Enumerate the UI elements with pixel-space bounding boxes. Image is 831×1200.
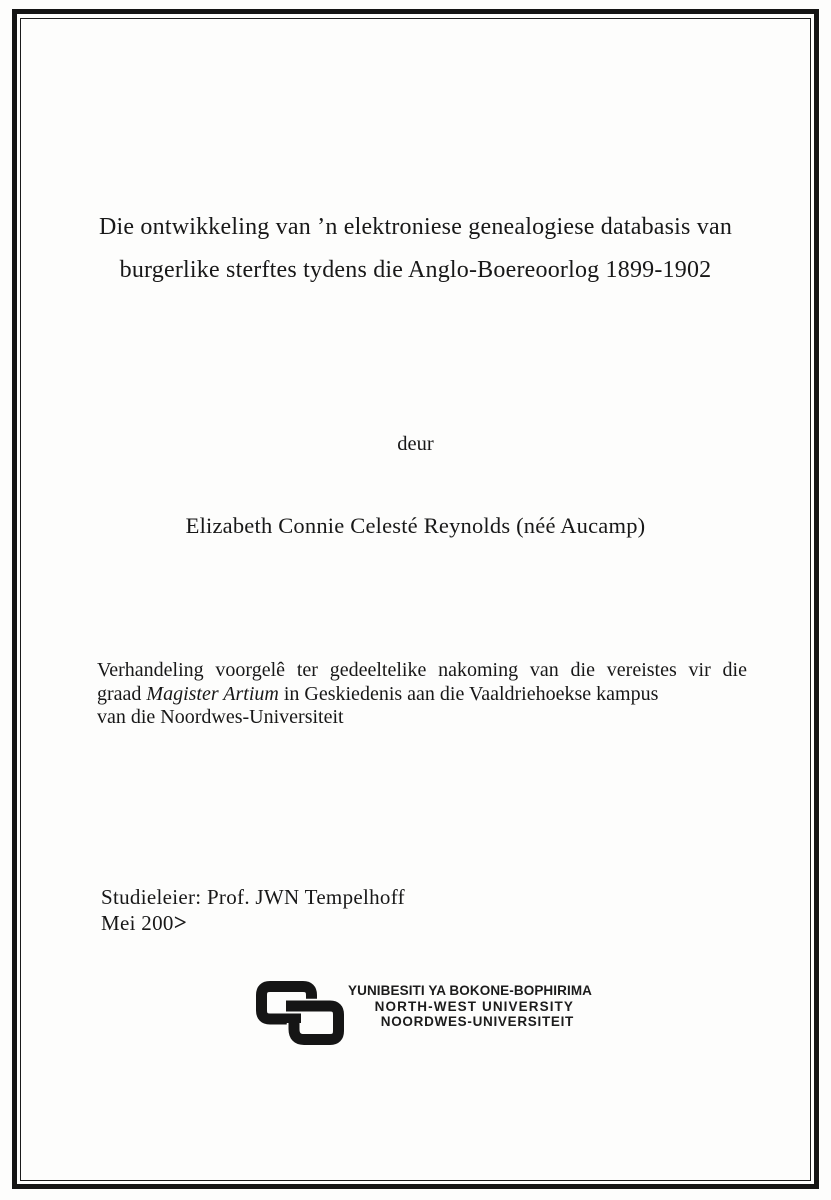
date-digit-glyph: > — [173, 910, 187, 935]
nwu-logo — [256, 980, 593, 1052]
statement-line-2-post: in Geskiedenis aan die Vaaldriehoekse kampus — [278, 682, 659, 705]
supervisor-line: Studieleier: Prof. JWN Tempelhoff — [101, 885, 405, 909]
thesis-title — [66, 206, 765, 292]
byline-deur: deur — [397, 433, 434, 455]
statement-line-1: Verhandeling voorgelê ter gedeeltelike nakoming van die vereistes vir die — [97, 659, 747, 681]
logo-line-english: NORTH-WEST UNIVERSITY — [374, 998, 574, 1014]
nwu-logo-icon — [256, 980, 346, 1046]
statement-line-2 — [97, 683, 747, 707]
statement-line-2-pre: graad — [97, 682, 147, 705]
degree-statement — [97, 659, 747, 730]
nwu-logo-wordmark — [348, 983, 593, 1030]
title-line-1: Die ontwikkeling van ’n elektroniese genealogiese databasis van — [98, 214, 733, 240]
title-line-2: burgerlike sterftes tydens die Anglo-Boereoorlog 1899-1902 — [119, 257, 712, 283]
statement-line-3: van die Noordwes-Universiteit — [97, 706, 344, 728]
logo-line-setswana: YUNIBESITI YA BOKONE-BOPHIRIMA — [348, 983, 593, 998]
author-name: Elizabeth Connie Celesté Reynolds (néé Aucamp) — [185, 513, 646, 538]
date-line — [101, 910, 405, 936]
logo-line-afrikaans: NOORDWES-UNIVERSITEIT — [380, 1014, 574, 1030]
date-prefix: Mei 200 — [101, 911, 174, 935]
degree-name-italic: Magister Artium — [146, 682, 279, 705]
supervisor-block — [101, 884, 405, 936]
